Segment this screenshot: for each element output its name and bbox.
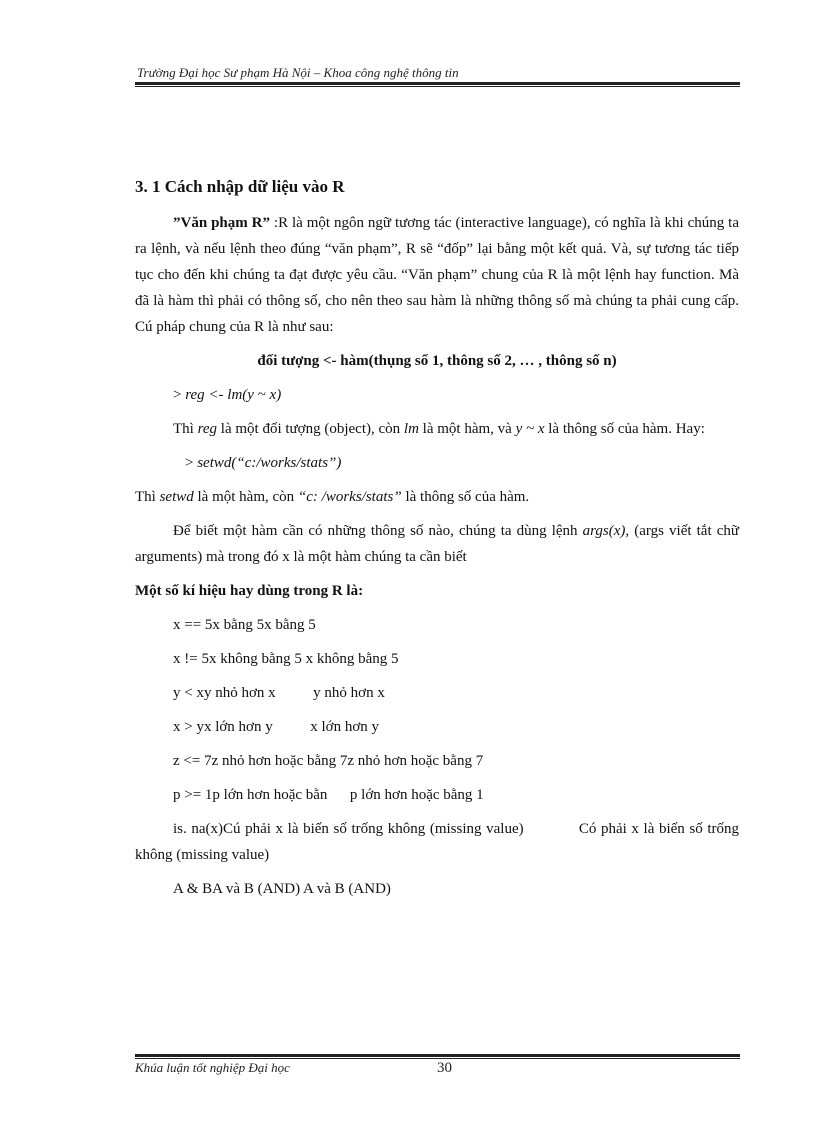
code-example-2	[135, 450, 739, 476]
footer-rule-thick	[135, 1054, 740, 1057]
syntax-line: đối tượng <- hàm(thụng số 1, thông số 2, … , thông số n)	[257, 353, 617, 369]
paragraph-args	[135, 518, 739, 570]
section-heading: 3. 1 Cách nhập dữ liệu vào R	[135, 177, 345, 196]
paragraph-explain-2	[135, 484, 739, 510]
term-formula: y ~ x	[515, 421, 545, 437]
text-run: là thông số của hàm. Hay:	[544, 421, 705, 437]
text-run: Để biết một hàm cần có những thông số nào, chúng ta dùng lệnh	[173, 523, 583, 539]
code-prompt: >	[185, 455, 198, 471]
code-example-1	[135, 382, 739, 408]
text-run: là thông số của hàm.	[401, 489, 530, 505]
symbol-item: x > yx lớn hơn y x lớn hơn y	[173, 719, 380, 735]
paragraph-explain-1	[135, 416, 739, 442]
term-lm: lm	[403, 421, 419, 437]
text-run: Thì	[173, 421, 198, 437]
symbol-item: z <= 7z nhỏ hơn hoặc bằng 7z nhỏ hơn hoặc bằng 7	[173, 753, 484, 769]
text-run: là một hàm, còn	[193, 489, 298, 505]
symbol-item-isna: is. na(x)Cú phải x là biến số trống không (missing value) Có phải x là biến số trống không (missing value)	[135, 821, 743, 863]
symbol-item: x == 5x bằng 5x bằng 5	[173, 617, 316, 633]
running-footer: Khúa luận tốt nghiệp Đại học	[135, 1060, 290, 1075]
footer-rule-thin	[135, 1058, 740, 1059]
code-prompt: >	[173, 387, 186, 403]
symbol-item: x != 5x không bằng 5 x không bằng 5	[173, 651, 399, 667]
code-text: setwd(“c:/works/stats”)	[197, 455, 342, 471]
header-rule-thick	[135, 82, 740, 85]
page-number: 30	[437, 1060, 452, 1076]
header-rule-thin	[135, 86, 740, 87]
term-path: “c: /works/stats”	[297, 489, 402, 505]
intro-text: :R là một ngôn ngữ tương tác (interactive language), có nghĩa là khi chúng ta ra lệnh, và nếu lệnh theo đúng “văn phạm”, R sẽ “đốp” lại bằng một kết quả. Và, sự tương tác tiếp tục cho đến khi chúng ta đạt được yêu cầu. “Văn phạm” chung của R là một lệnh hay function. Mà đã là hàm thì phải có thông số, cho nên theo sau hàm là những thông số mà chúng ta phải cung cấp. Cú pháp chung của R là như sau:	[135, 215, 740, 335]
term-args: args(x),	[582, 523, 630, 539]
symbol-item-and: A & BA và B (AND) A và B (AND)	[173, 881, 391, 897]
code-text: reg <- lm(y ~ x)	[185, 387, 282, 403]
text-run: (args viết tắt chữ arguments) mà trong đó x là một hàm chúng ta cần biết	[135, 523, 739, 565]
text-run: là một hàm, và	[418, 421, 516, 437]
document-body	[135, 174, 743, 910]
symbols-heading: Một số kí hiệu hay dùng trong R là:	[135, 583, 364, 599]
running-header: Trường Đại học Sư phạm Hà Nội – Khoa công nghệ thông tin	[137, 65, 459, 80]
paragraph-intro	[135, 210, 739, 340]
term-setwd: setwd	[159, 489, 194, 505]
intro-lead: ”Văn phạm R”	[173, 215, 271, 231]
symbol-item: y < xy nhỏ hơn x y nhỏ hơn x	[173, 685, 385, 701]
text-run: là một đối tượng (object), còn	[217, 421, 404, 437]
term-reg: reg	[197, 421, 218, 437]
symbol-item: p >= 1p lớn hơn hoặc bằn p lớn hơn hoặc bằng 1	[173, 787, 484, 803]
text-run: Thì	[135, 489, 160, 505]
